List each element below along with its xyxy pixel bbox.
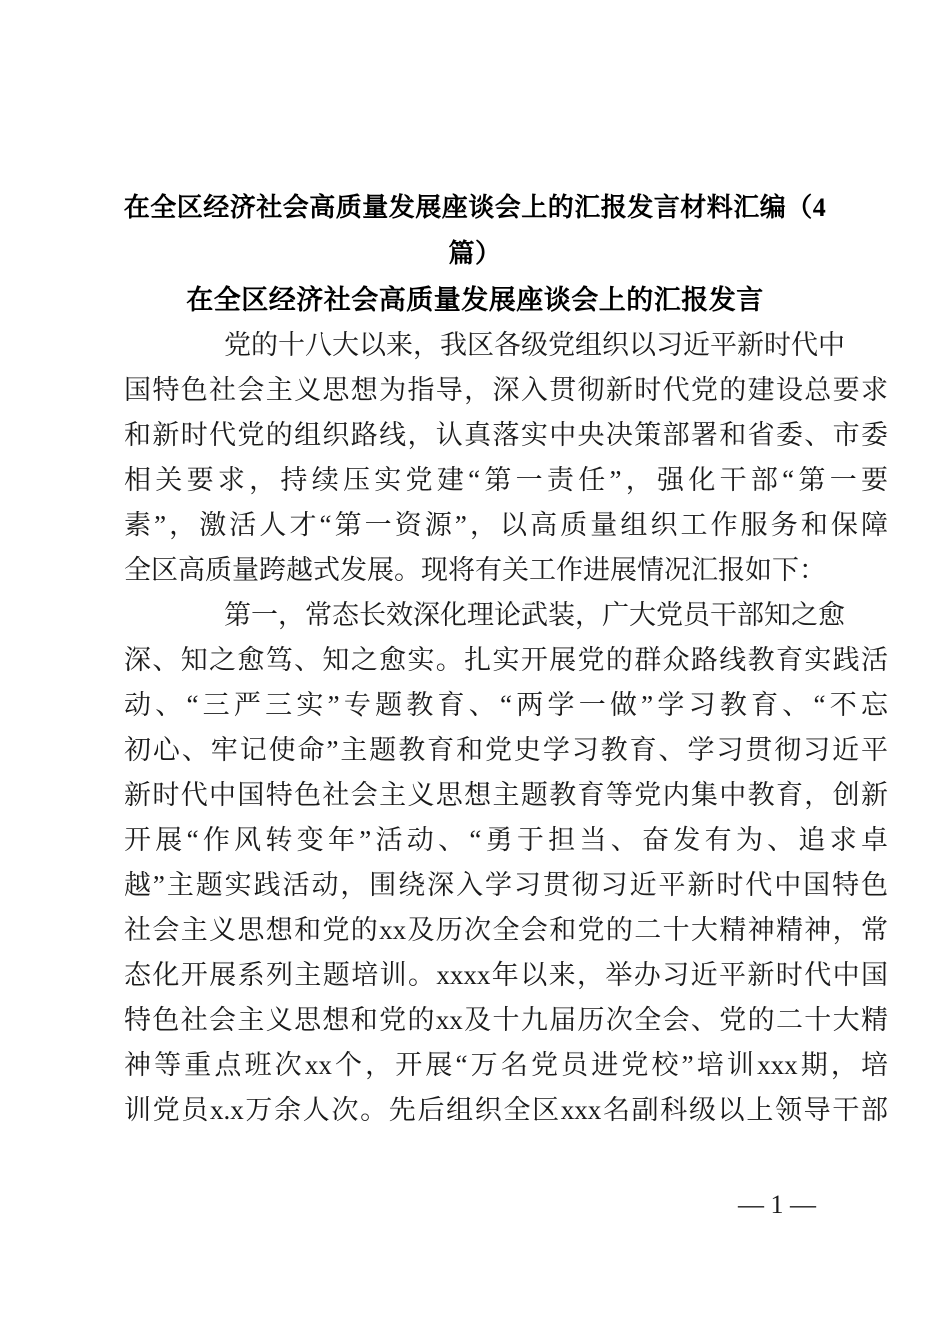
body-line: 和新时代党的组织路线，认真落实中央决策部署和省委、市委 (124, 420, 888, 450)
document-body (124, 323, 888, 1133)
body-line: 越”主题实践活动，围绕深入学习贯彻习近平新时代中国特色 (124, 870, 888, 900)
paragraph-1 (124, 323, 888, 593)
paragraph-2 (124, 593, 888, 1133)
body-line: 特色社会主义思想和党的xx及十九届历次全会、党的二十大精 (124, 1005, 888, 1035)
body-line: 第一，常态长效深化理论武装，广大党员干部知之愈 (224, 600, 845, 630)
body-line: 党的十八大以来，我区各级党组织以习近平新时代中 (224, 330, 845, 360)
body-line: 初心、牢记使命”主题教育和党史学习教育、学习贯彻习近平 (124, 735, 888, 765)
body-line: 素”，激活人才“第一资源”，以高质量组织工作服务和保障 (124, 510, 888, 540)
body-line: 深、知之愈笃、知之愈实。扎实开展党的群众路线教育实践活 (124, 645, 888, 675)
body-line: 神等重点班次xx个，开展“万名党员进党校”培训xxx期，培 (124, 1050, 888, 1080)
body-line: 国特色社会主义思想为指导，深入贯彻新时代党的建设总要求 (124, 375, 888, 405)
page-number: — 1 — (738, 1190, 816, 1219)
document-subtitle: 在全区经济社会高质量发展座谈会上的汇报发言 (186, 285, 764, 315)
body-line: 相关要求，持续压实党建“第一责任”，强化干部“第一要 (124, 465, 888, 495)
page-title-line-2: 篇） (448, 239, 502, 268)
body-line: 社会主义思想和党的xx及历次全会和党的二十大精神精神，常 (124, 915, 888, 945)
body-line: 新时代中国特色社会主义思想主题教育等党内集中教育，创新 (124, 780, 888, 810)
document-heading (0, 185, 950, 323)
body-line: 态化开展系列主题培训。xxxx年以来，举办习近平新时代中国 (124, 960, 888, 990)
page-title-line-1: 在全区经济社会高质量发展座谈会上的汇报发言材料汇编（4 (123, 193, 827, 222)
body-line: 开展“作风转变年”活动、“勇于担当、奋发有为、追求卓 (124, 825, 888, 855)
page-title (0, 185, 950, 277)
body-line: 训党员x.x万余人次。先后组织全区xxx名副科级以上领导干部 (124, 1095, 888, 1125)
body-line: 动、“三严三实”专题教育、“两学一做”学习教育、“不忘 (124, 690, 888, 720)
body-line: 全区高质量跨越式发展。现将有关工作进展情况汇报如下： (124, 555, 826, 585)
